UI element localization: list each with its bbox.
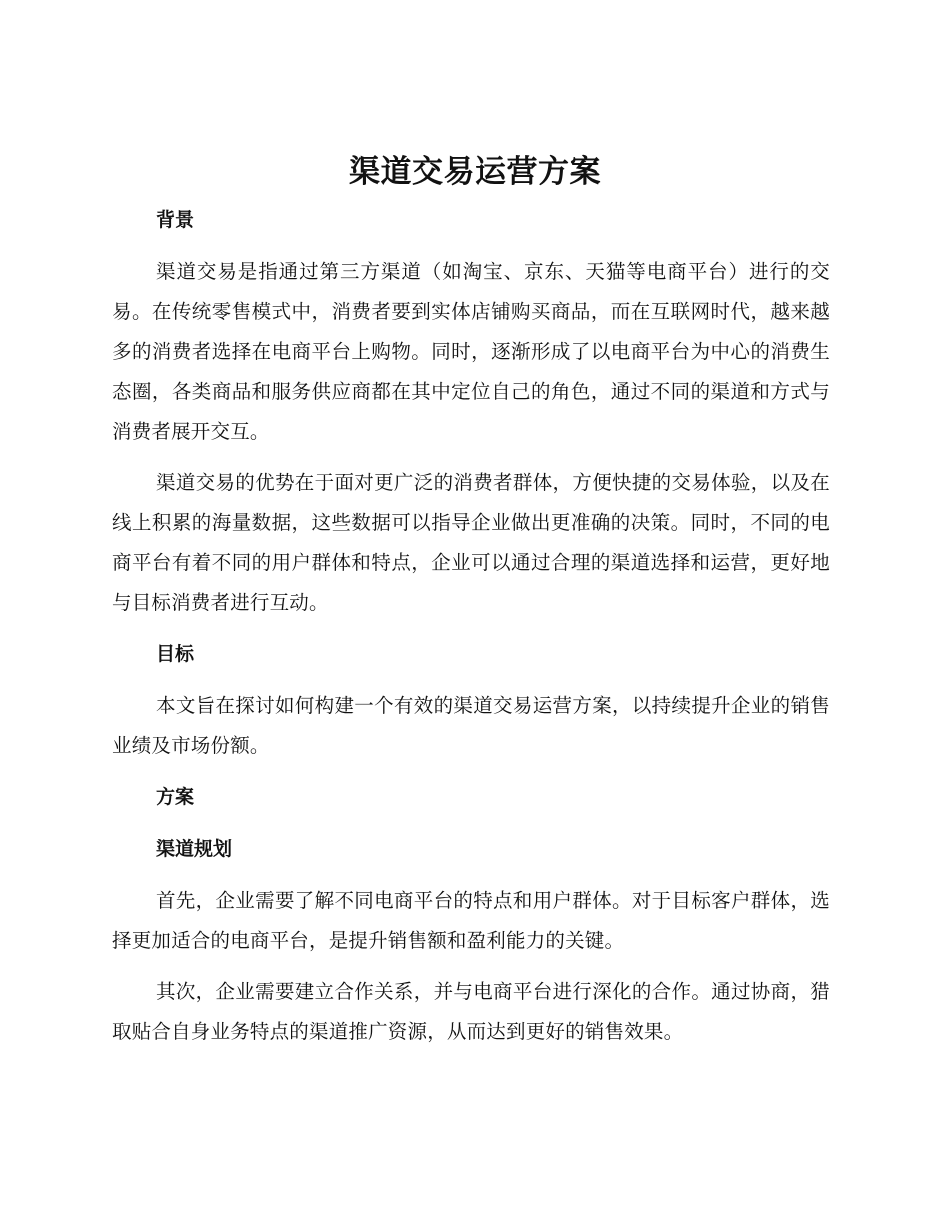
document-body — [112, 200, 830, 1063]
goal-paragraph-1: 本文旨在探讨如何构建一个有效的渠道交易运营方案，以持续提升企业的销售业绩及市场份额。 — [112, 694, 830, 757]
section-heading-background: 背景 — [156, 209, 195, 231]
subsection-heading-channel-planning: 渠道规划 — [156, 838, 233, 860]
plan-paragraph-1: 首先，企业需要了解不同电商平台的特点和用户群体。对于目标客户群体，选择更加适合的电商平台，是提升销售额和盈利能力的关键。 — [112, 889, 830, 952]
section-heading-goal: 目标 — [156, 643, 195, 665]
background-paragraph-1: 渠道交易是指通过第三方渠道（如淘宝、京东、天猫等电商平台）进行的交易。在传统零售模式中，消费者要到实体店铺购买商品，而在互联网时代，越来越多的消费者选择在电商平台上购物。同时，逐渐形成了以电商平台为中心的消费生态圈，各类商品和服务供应商都在其中定位自己的角色，通过不同的渠道和方式与消费者展开交互。 — [112, 260, 830, 443]
document-title: 渠道交易运营方案 — [349, 154, 601, 190]
plan-paragraph-2: 其次，企业需要建立合作关系，并与电商平台进行深化的合作。通过协商，猎取贴合自身业务特点的渠道推广资源，从而达到更好的销售效果。 — [112, 980, 830, 1043]
background-paragraph-2: 渠道交易的优势在于面对更广泛的消费者群体，方便快捷的交易体验，以及在线上积累的海量数据，这些数据可以指导企业做出更准确的决策。同时，不同的电商平台有着不同的用户群体和特点，企业可以通过合理的渠道选择和运营，更好地与目标消费者进行互动。 — [112, 471, 830, 614]
section-heading-plan: 方案 — [156, 786, 195, 808]
